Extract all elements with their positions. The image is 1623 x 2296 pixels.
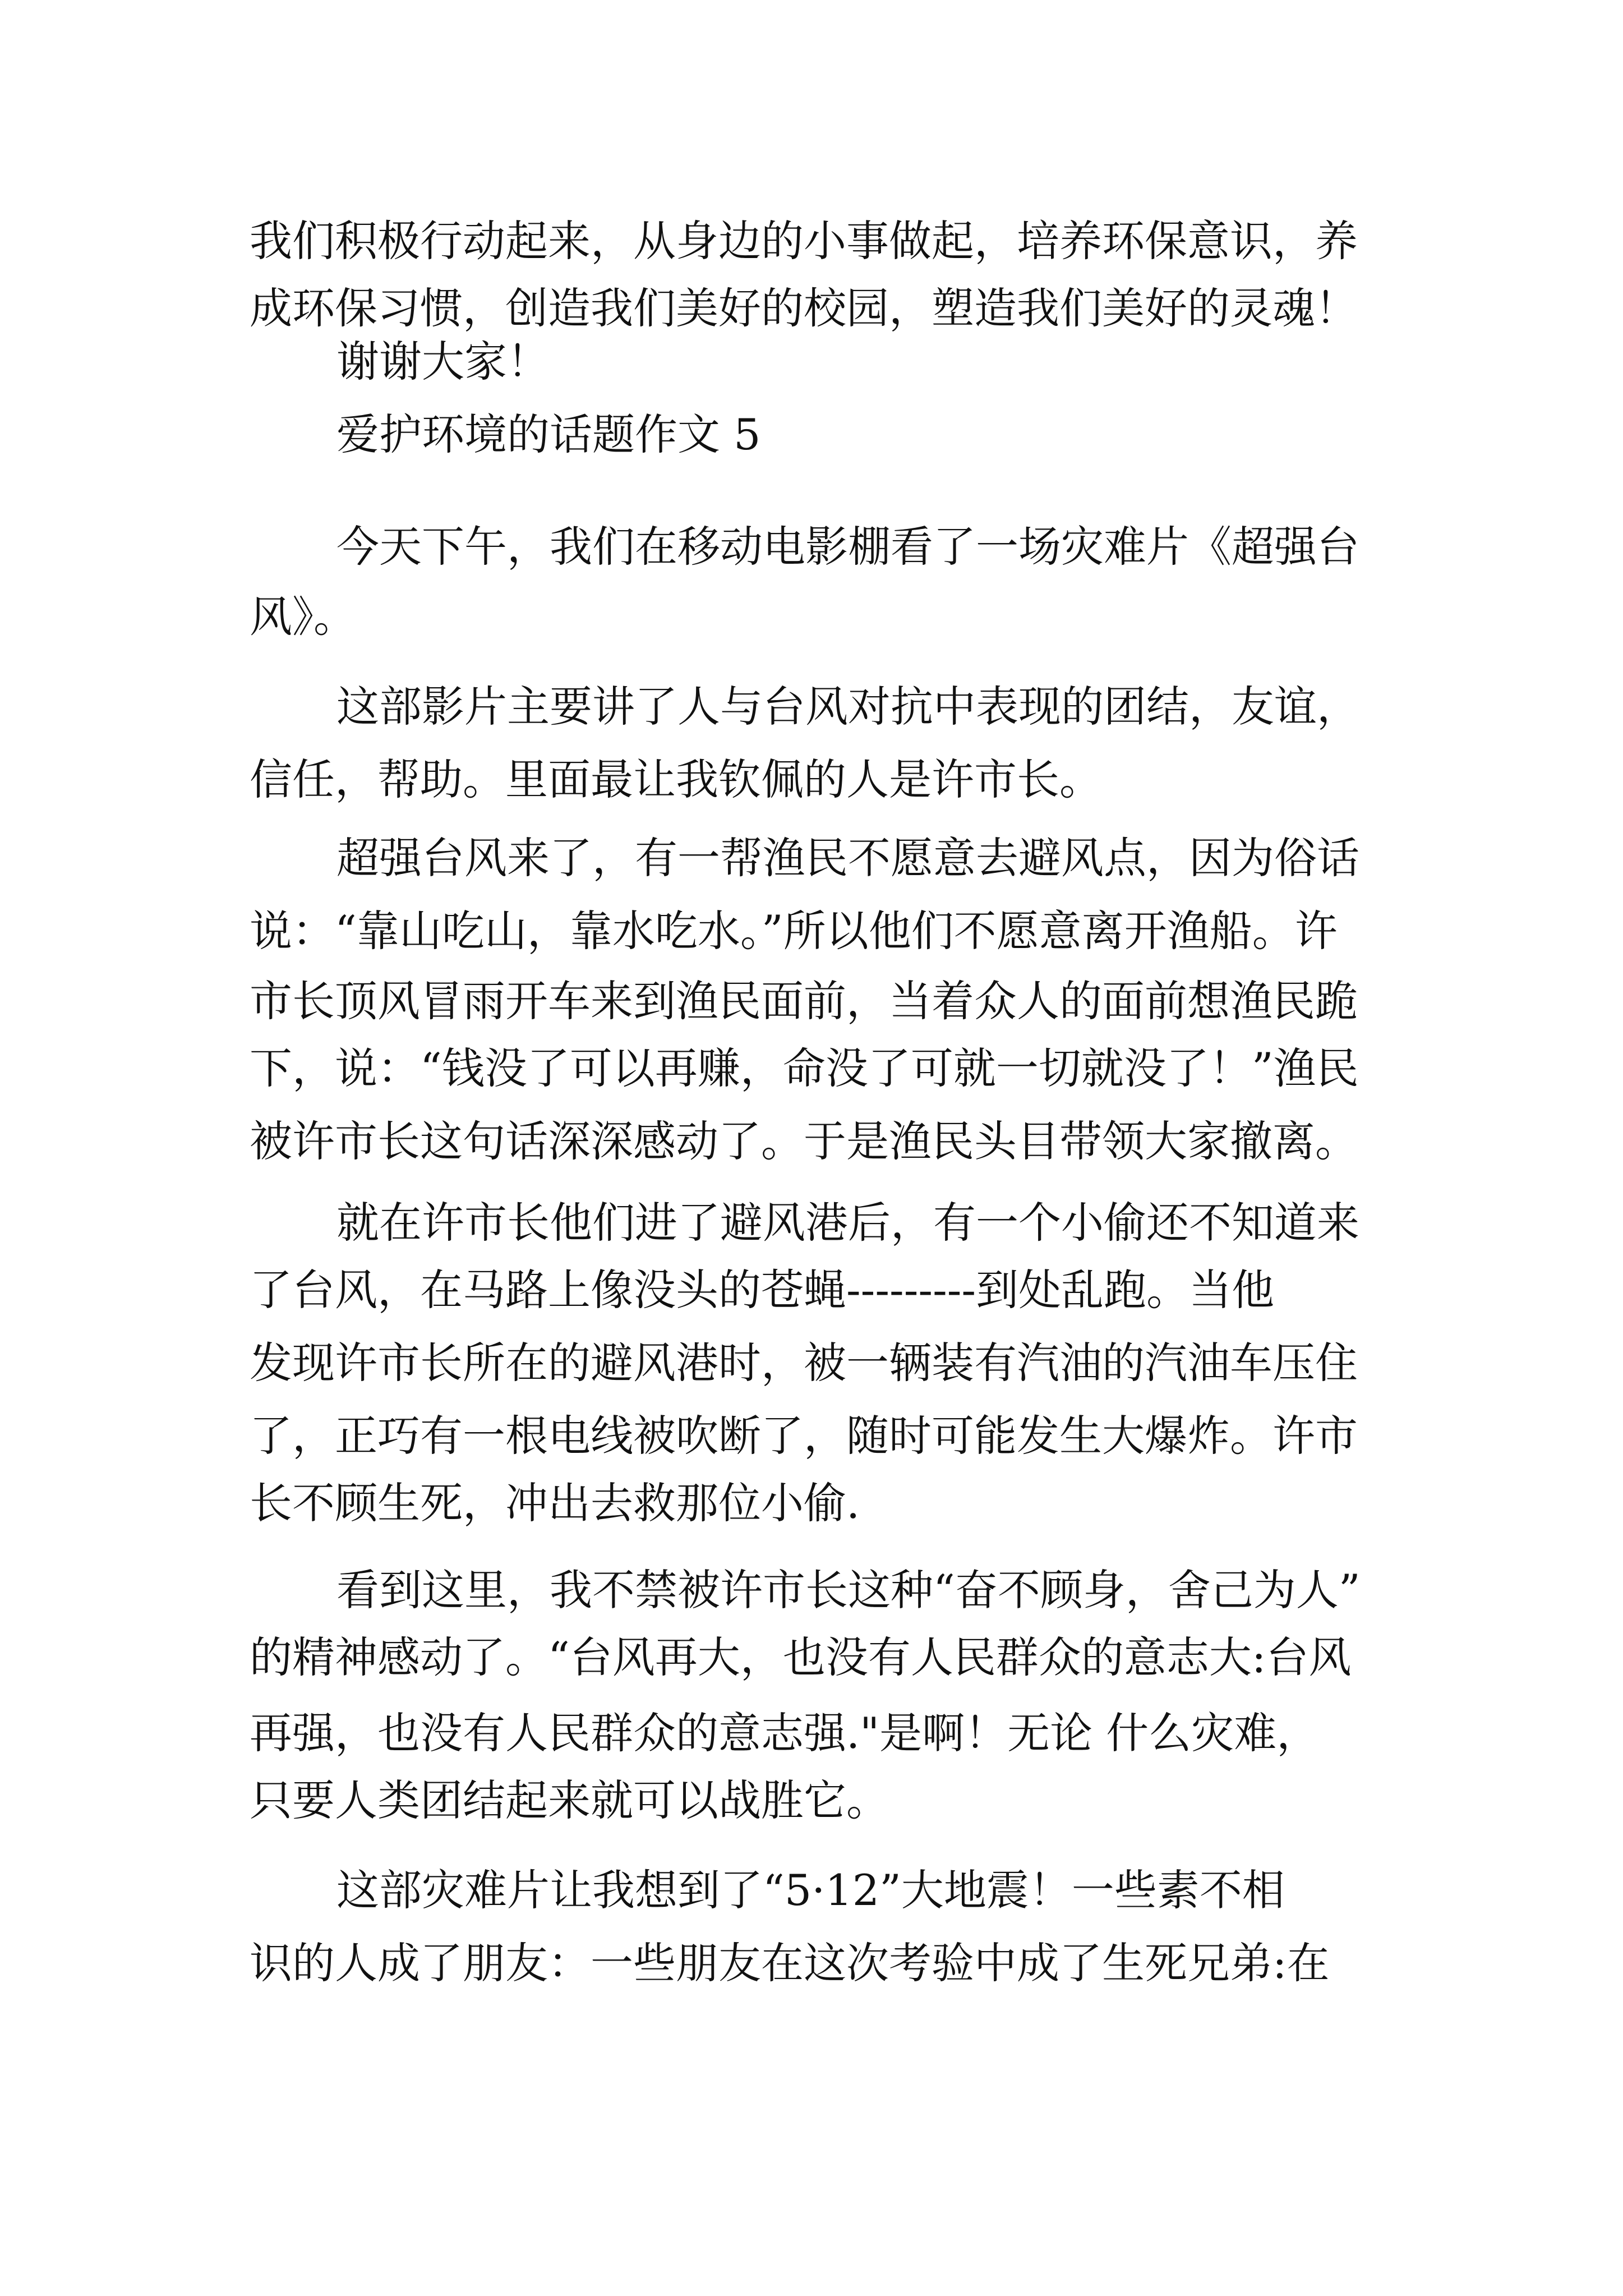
text-line: 说：“靠山吃山，靠水吃水。”所以他们不愿意离开渔船。许 (250, 906, 1338, 956)
text-line: 就在许市长他们进了避风港后，有一个小偷还不知道来 (336, 1198, 1359, 1248)
section-heading: 爱护环境的话题作文 5 (336, 409, 761, 459)
text-line: 了台风，在马路上像没头的苍蝇---------到处乱跑。当他 (250, 1265, 1275, 1315)
text-line: 信任，帮助。里面最让我钦佩的人是许市长。 (250, 754, 1102, 804)
text-line: 再强，也没有人民群众的意志强."是啊！无论 什么灾难， (250, 1708, 1320, 1758)
text-line: 我们积极行动起来，从身边的小事做起，培养环保意识，养 (250, 216, 1358, 266)
text-line: 风》。 (250, 592, 356, 642)
text-line: 成环保习惯，创造我们美好的校园，塑造我们美好的灵魂！ (250, 283, 1358, 333)
text-line: 的精神感动了。“台风再大，也没有人民群众的意志大:台风 (250, 1632, 1352, 1682)
text-line: 只要人类团结起来就可以战胜它。 (250, 1775, 889, 1825)
text-line: 这部灾难片让我想到了“5·12”大地震！一些素不相 (336, 1865, 1285, 1915)
text-line: 被许市长这句话深深感动了。于是渔民头目带领大家撤离。 (250, 1116, 1358, 1166)
text-line: 下，说：“钱没了可以再赚，命没了可就一切就没了！”渔民 (250, 1043, 1359, 1093)
text-line: 发现许市长所在的避风港时，被一辆装有汽油的汽油车压住 (250, 1338, 1358, 1388)
text-line: 谢谢大家！ (336, 337, 550, 386)
text-line: 超强台风来了，有一帮渔民不愿意去避风点，因为俗话 (336, 833, 1359, 883)
text-line: 了，正巧有一根电线被吹断了，随时可能发生大爆炸。许市 (250, 1411, 1358, 1461)
text-line: 市长顶风冒雨开车来到渔民面前，当着众人的面前想渔民跪 (250, 976, 1358, 1026)
text-line: 长不顾生死，冲出去救那位小偷. (250, 1478, 860, 1528)
text-line: 今天下午，我们在移动电影棚看了一场灾难片《超强台 (336, 522, 1359, 572)
text-line: 这部影片主要讲了人与台风对抗中表现的团结，友谊， (336, 682, 1359, 731)
text-line: 识的人成了朋友：一些朋友在这次考验中成了生死兄弟:在 (250, 1938, 1330, 1988)
text-line: 看到这里，我不禁被许市长这种“奋不顾身，舍己为人” (336, 1565, 1361, 1615)
